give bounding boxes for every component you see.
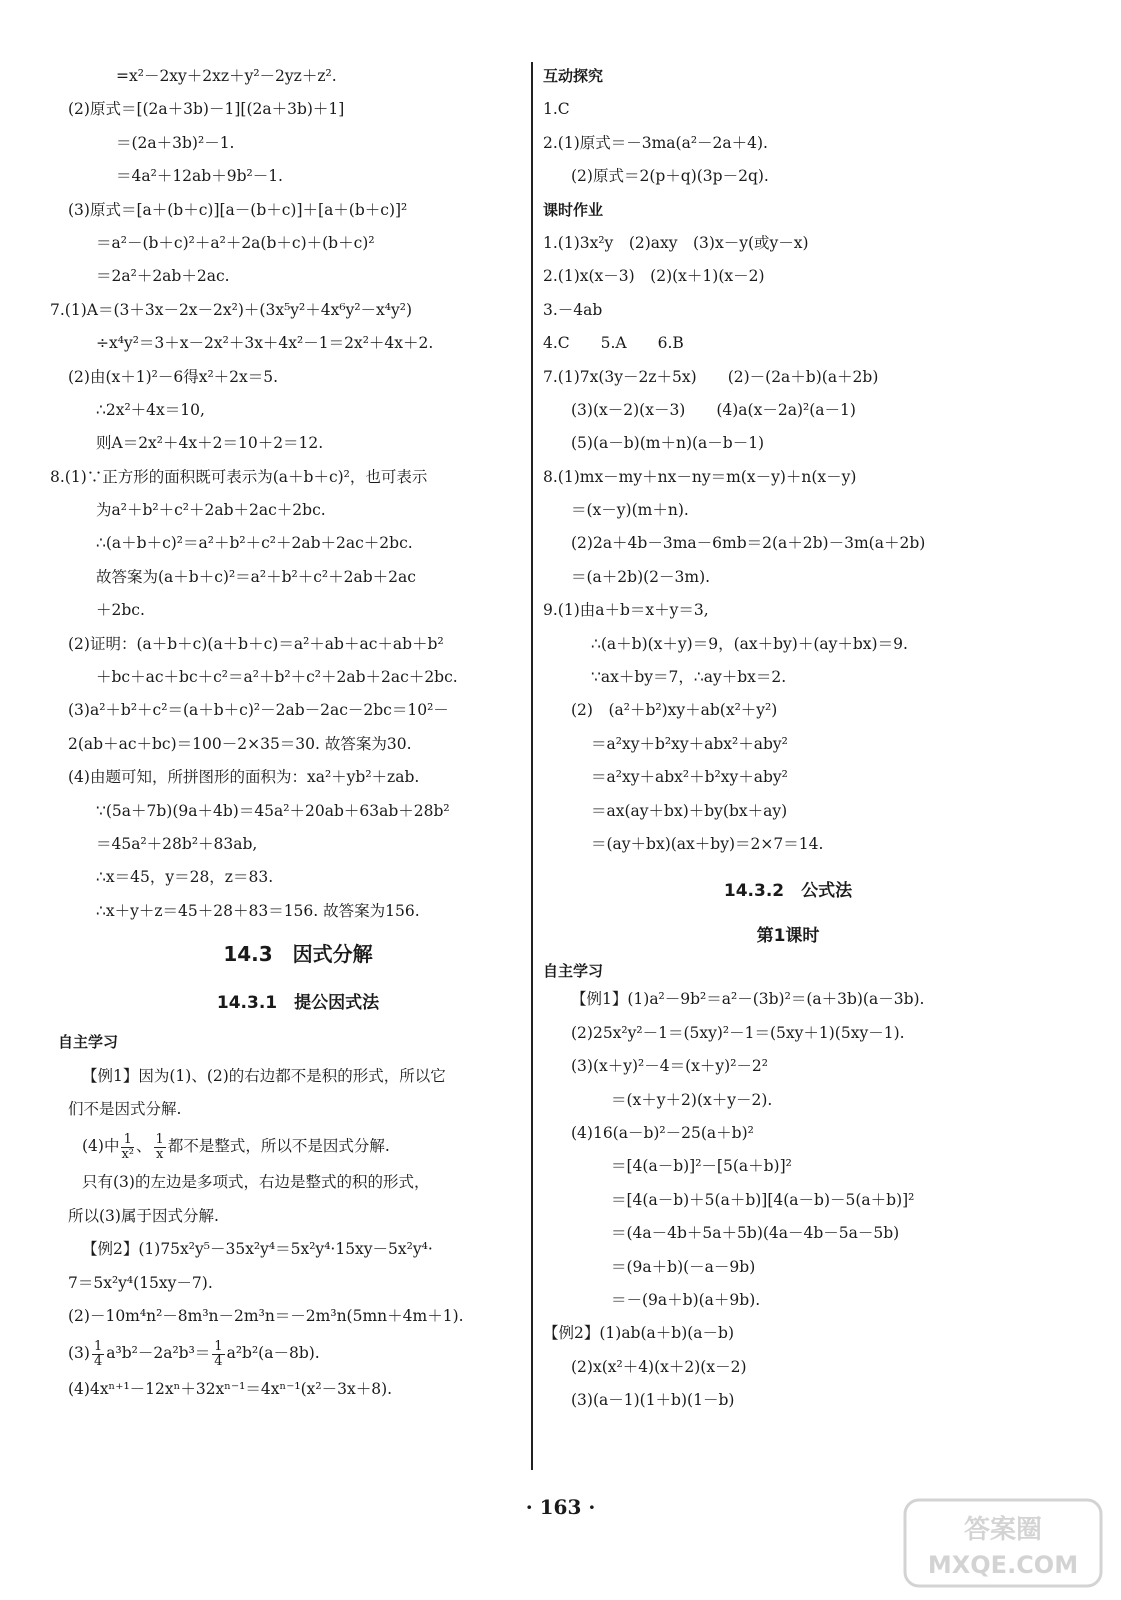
svg-text:MXQE.COM: MXQE.COM — [927, 1551, 1079, 1579]
text-line: (2)x(x²＋4)(x＋2)(x－2) — [571, 1357, 747, 1376]
example-line-fraction — [68, 1333, 528, 1373]
text-fragment: a³b²－2a²b³＝ — [106, 1344, 211, 1363]
text-line: (3)(a－1)(1＋b)(1－b) — [571, 1391, 735, 1410]
text-line: 7.(1)A＝(3＋3x－2x－2x²)＋(3x⁵y²＋4x⁶y²－x⁴y²) — [50, 300, 413, 319]
text-line: 4.C 5.A 6.B — [543, 334, 684, 353]
example-line: 所以(3)属于因式分解. — [68, 1206, 219, 1225]
text-line: ＋2bc. — [96, 601, 145, 620]
example-line-fraction — [68, 1126, 528, 1166]
text-fragment: (3) — [68, 1344, 90, 1363]
fraction — [92, 1340, 104, 1369]
fraction — [121, 1133, 134, 1162]
text-line: 2(ab＋ac＋bc)＝100－2×35＝30. 故答案为30. — [68, 734, 412, 753]
text-fragment: (4)中 — [82, 1137, 120, 1156]
example-line: 只有(3)的左边是多项式，右边是整式的积的形式， — [82, 1173, 430, 1192]
section-title: 14.3 因式分解 — [223, 942, 373, 967]
heading-homework: 课时作业 — [543, 200, 604, 219]
text-line: ∴(a＋b＋c)²＝a²＋b²＋c²＋2ab＋2ac＋2bc. — [96, 534, 413, 553]
example-line: 【例1】因为(1)、(2)的右边都不是积的形式，所以它 — [82, 1066, 446, 1085]
example-line: (2)－10m⁴n²－8m³n－2m³n＝－2m³n(5mn＋4m＋1). — [68, 1306, 464, 1325]
text-line: 【例1】(1)a²－9b²＝a²－(3b)²＝(a＋3b)(a－3b). — [571, 990, 925, 1009]
text-line: 则A＝2x²＋4x＋2＝10＋2＝12. — [96, 434, 324, 453]
text-line: ＝(2a＋3b)²－1. — [116, 133, 235, 152]
section-title: 14.3.2 公式法 — [723, 881, 853, 902]
fraction-denominator: 4 — [214, 1353, 223, 1369]
text-line: 1.(1)3x²y (2)axy (3)x－y(或y－x) — [543, 233, 809, 252]
text-line: (2)由(x＋1)²－6得x²＋2x＝5. — [68, 367, 279, 386]
text-line: ＝(a＋2b)(2－3m). — [571, 567, 711, 586]
left-column — [50, 60, 528, 1407]
text-line: ＝[4(a－b)]²－[5(a＋b)]² — [611, 1157, 792, 1176]
text-line: (2)证明：(a＋b＋c)(a＋b＋c)＝a²＋ab＋ac＋ab＋b² — [68, 634, 444, 653]
text-line: (5)(a－b)(m＋n)(a－b－1) — [571, 434, 765, 453]
text-line: 为a²＋b²＋c²＋2ab＋2ac＋2bc. — [96, 501, 326, 520]
right-column — [543, 60, 1033, 1417]
text-line: (2)25x²y²－1＝(5xy)²－1＝(5xy＋1)(5xy－1). — [571, 1023, 905, 1042]
text-line: 2.(1)原式＝－3ma(a²－2a＋4). — [543, 133, 768, 152]
text-line: (4)由题可知，所拼图形的面积为：xa²＋yb²＋zab. — [68, 768, 420, 787]
example-line: (4)4xⁿ⁺¹－12xⁿ＋32xⁿ⁻¹＝4xⁿ⁻¹(x²－3x＋8). — [68, 1380, 393, 1399]
example-line: 【例2】(1)75x²y⁵－35x²y⁴＝5x²y⁴·15xy－5x²y⁴· — [82, 1240, 433, 1259]
example-line: 7＝5x²y⁴(15xy－7). — [68, 1273, 213, 1292]
fraction — [212, 1340, 224, 1369]
text-line: 2.(1)x(x－3) (2)(x＋1)(x－2) — [543, 267, 765, 286]
column-divider — [531, 62, 533, 1470]
text-line: ＝2a²＋2ab＋2ac. — [96, 267, 230, 286]
fraction-denominator: x — [156, 1146, 164, 1162]
text-line: =x²－2xy＋2xz＋y²－2yz＋z². — [116, 67, 337, 85]
text-line: (3)(x－2)(x－3) (4)a(x－2a)²(a－1) — [571, 400, 856, 419]
page-number: · 163 · — [525, 1495, 596, 1519]
text-line: ＝(x＋y＋2)(x＋y－2). — [611, 1090, 773, 1109]
fraction-numerator: 1 — [93, 1338, 103, 1354]
fraction-denominator: x² — [121, 1146, 135, 1162]
text-line: (2)原式＝[(2a＋3b)－1][(2a＋3b)＋1] — [68, 100, 345, 119]
text-line: 8.(1)∵正方形的面积既可表示为(a＋b＋c)²，也可表示 — [50, 467, 428, 486]
lesson-title: 第1课时 — [756, 926, 820, 947]
text-line: (3)原式＝[a＋(b＋c)][a－(b＋c)]＋[a＋(b＋c)]² — [68, 200, 408, 219]
watermark-logo — [903, 1498, 1103, 1588]
text-fragment: a²b²(a－8b). — [226, 1344, 320, 1363]
text-line: ＝(ay＋bx)(ax＋by)＝2×7＝14. — [591, 834, 824, 853]
text-line: ∴x＝45，y＝28，z＝83. — [96, 868, 274, 887]
text-line: ∴(a＋b)(x＋y)＝9，(ax＋by)＋(ay＋bx)＝9. — [591, 634, 908, 653]
text-line: 故答案为(a＋b＋c)²＝a²＋b²＋c²＋2ab＋2ac — [96, 567, 416, 586]
text-line: 8.(1)mx－my＋nx－ny＝m(x－y)＋n(x－y) — [543, 467, 857, 486]
text-line: ＋bc＋ac＋bc＋c²＝a²＋b²＋c²＋2ab＋2ac＋2bc. — [96, 668, 458, 687]
text-line: ∴2x²＋4x＝10, — [96, 400, 205, 419]
text-line: 【例2】(1)ab(a＋b)(a－b) — [543, 1324, 734, 1343]
text-line: ＝a²xy＋abx²＋b²xy＋aby² — [591, 768, 788, 787]
text-line: ∴x＋y＋z＝45＋28＋83＝156. 故答案为156. — [96, 901, 420, 920]
text-line: 7.(1)7x(3y－2z＋5x) (2)－(2a＋b)(a＋2b) — [543, 367, 879, 386]
fraction-numerator: 1 — [214, 1338, 223, 1354]
text-line: 9.(1)由a＋b＝x＋y＝3, — [543, 601, 709, 620]
fraction-denominator: 4 — [93, 1353, 103, 1369]
text-line: (2) (a²＋b²)xy＋ab(x²＋y²) — [571, 701, 778, 720]
text-line: (3)a²＋b²＋c²＝(a＋b＋c)²－2ab－2ac－2bc＝10²－ — [68, 701, 449, 720]
text-line: ＝a²xy＋b²xy＋abx²＋aby² — [591, 734, 788, 753]
text-line: 3.－4ab — [543, 300, 603, 319]
text-line: ÷x⁴y²＝3＋x－2x²＋3x＋4x²－1＝2x²＋4x＋2. — [96, 334, 434, 353]
text-line: (3)(x＋y)²－4＝(x＋y)²－2² — [571, 1057, 769, 1076]
fraction — [154, 1133, 166, 1162]
heading-self-study: 自主学习 — [543, 962, 604, 981]
svg-text:答案圈: 答案圈 — [963, 1515, 1043, 1545]
text-line: ＝－(9a＋b)(a＋9b). — [611, 1290, 761, 1309]
text-fragment: 、 — [136, 1137, 152, 1156]
text-line: ＝a²－(b＋c)²＋a²＋2a(b＋c)＋(b＋c)² — [96, 233, 375, 252]
text-line: ＝(4a－4b＋5a＋5b)(4a－4b－5a－5b) — [611, 1224, 900, 1243]
text-line: ＝45a²＋28b²＋83ab, — [96, 834, 258, 853]
fraction-numerator: 1 — [155, 1131, 164, 1147]
heading-interactive: 互动探究 — [543, 67, 604, 85]
fraction-numerator: 1 — [121, 1133, 134, 1148]
text-line: ＝(x－y)(m＋n). — [571, 501, 689, 520]
heading-self-study: 自主学习 — [58, 1033, 119, 1052]
text-line: (4)16(a－b)²－25(a＋b)² — [571, 1123, 754, 1142]
text-fragment: 都不是整式，所以不是因式分解. — [167, 1137, 390, 1156]
example-line: 们不是因式分解. — [68, 1099, 182, 1118]
subsection-title: 14.3.1 提公因式法 — [216, 993, 380, 1014]
text-line: ＝[4(a－b)＋5(a＋b)][4(a－b)－5(a＋b)]² — [611, 1190, 915, 1209]
text-line: ∵(5a＋7b)(9a＋4b)＝45a²＋20ab＋63ab＋28b² — [96, 801, 450, 820]
text-line: ＝4a²＋12ab＋9b²－1. — [116, 167, 283, 186]
text-line: ∵ax＋by＝7，∴ay＋bx＝2. — [591, 668, 787, 687]
text-line: ＝ax(ay＋bx)＋by(bx＋ay) — [591, 801, 788, 820]
text-line: (2)原式＝2(p＋q)(3p－2q). — [571, 167, 769, 186]
text-line: ＝(9a＋b)(－a－9b) — [611, 1257, 756, 1276]
text-line: 1.C — [543, 100, 570, 119]
text-line: (2)2a＋4b－3ma－6mb＝2(a＋2b)－3m(a＋2b) — [571, 534, 926, 553]
